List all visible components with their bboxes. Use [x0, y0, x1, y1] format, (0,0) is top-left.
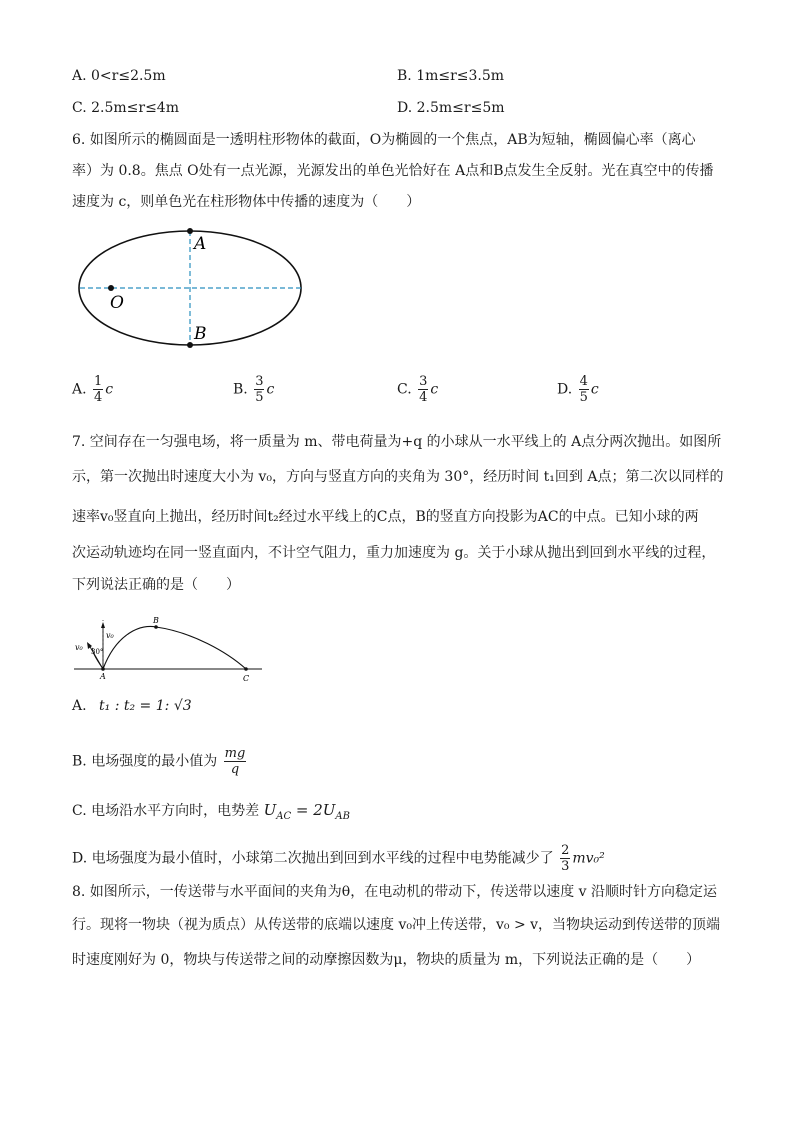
label-v0-top: v₀ — [106, 631, 114, 640]
q6-option-a: A. $\frac{1}{4}$ c — [72, 374, 114, 405]
fraction: $\frac{4}{5}$ — [579, 374, 588, 405]
fraction: $\frac{1}{4}$ — [94, 374, 103, 405]
q6-option-c: C. $\frac{3}{4}$ c — [397, 374, 439, 405]
ratio-expression: t₁ : t₂ = 1: √3 — [99, 698, 192, 714]
trajectory-2 — [103, 626, 246, 669]
point-a-dot — [101, 667, 105, 671]
q6-option-d: D. $\frac{4}{5}$ c — [557, 374, 599, 405]
potential-difference-expression: $U_{AC} = 2U_{AB}$ — [263, 801, 350, 822]
q7-option-d: D. 电场强度为最小值时，小球第二次抛出到回到水平线的过程中电势能减少了 $\frac{2}{3}$ mv₀² — [72, 843, 605, 874]
label-a: A — [194, 234, 207, 254]
q5-option-c: C. 2.5m≤r≤4m — [72, 100, 179, 116]
label-a: A — [100, 672, 106, 681]
q5-option-a: A. 0<r≤2.5m — [72, 68, 166, 84]
q5-option-b: B. 1m≤r≤3.5m — [397, 68, 505, 84]
q5-option-d: D. 2.5m≤r≤5m — [397, 100, 505, 116]
q7-stem-line-5: 下列说法正确的是（ ） — [72, 577, 240, 593]
q6-ellipse-figure — [72, 222, 312, 352]
label-o: O — [110, 293, 124, 313]
label-v0-left: v₀ — [75, 643, 83, 652]
label-b: B — [153, 616, 159, 625]
fraction: $\frac{3}{5}$ — [255, 374, 264, 405]
label-30deg: 30° — [91, 648, 104, 656]
q7-stem-line-4: 次运动轨迹均在同一竖直面内，不计空气阻力，重力加速度为 g。关于小球从抛出到回到水平线的过程， — [72, 545, 716, 561]
point-a-dot — [187, 228, 193, 234]
point-b-dot — [187, 342, 193, 348]
q7-option-a: A. t₁ : t₂ = 1: √3 — [72, 698, 192, 714]
q6-stem-line-3: 速度为 c，则单色光在柱形物体中传播的速度为（ ） — [72, 194, 421, 210]
q7-trajectory-figure — [72, 612, 268, 686]
fraction: $\frac{2}{3}$ — [561, 843, 570, 874]
q6-stem-line-1: 6. 如图所示的椭圆面是一透明柱形物体的截面，O为椭圆的一个焦点，AB为短轴，椭圆偏心率（离心 — [72, 132, 696, 148]
fraction: $\frac{3}{4}$ — [419, 374, 428, 405]
q7-option-c: C. 电场沿水平方向时，电势差 $U_{AC} = 2U_{AB}$ — [72, 801, 350, 822]
q7-option-b: B. 电场强度的最小值为 $\frac{mg}{q}$ — [72, 746, 246, 777]
q8-stem-line-1: 8. 如图所示，一传送带与水平面间的夹角为θ，在电动机的带动下，传送带以速度 v 沿顺时针方向稳定运 — [72, 884, 718, 900]
point-b-dot — [154, 625, 158, 629]
q6-stem-line-2: 率）为 0.8。焦点 O处有一点光源，光源发出的单色光恰好在 A点和B点发生全反射。光在真空中的传播 — [72, 163, 714, 179]
label-b: B — [194, 324, 207, 344]
fraction: $\frac{mg}{q}$ — [224, 746, 246, 777]
q8-stem-line-3: 时速度刚好为 0，物块与传送带之间的动摩擦因数为μ，物块的质量为 m，下列说法正确的是（ ） — [72, 952, 701, 968]
label-c: C — [243, 674, 250, 683]
focus-o-dot — [108, 285, 114, 291]
q7-stem-line-2: 示，第一次抛出时速度大小为 v₀，方向与竖直方向的夹角为 30°，经历时间 t₁回到 A点；第二次以同样的 — [72, 469, 724, 485]
q7-stem-line-3: 速率v₀竖直向上抛出，经历时间t₂经过水平线上的C点，B的竖直方向投影为AC的中点。已知小球的两 — [72, 509, 699, 525]
arrowhead-up — [101, 622, 105, 628]
q7-stem-line-1: 7. 空间存在一匀强电场，将一质量为 m、带电荷量为+q 的小球从一水平线上的 A点分两次抛出。如图所 — [72, 434, 722, 450]
point-c-dot — [244, 667, 248, 671]
q8-stem-line-2: 行。现将一物块（视为质点）从传送带的底端以速度 v₀冲上传送带，v₀ > v，当物块运动到传送带的顶端 — [72, 917, 721, 933]
q6-option-b: B. $\frac{3}{5}$ c — [233, 374, 275, 405]
